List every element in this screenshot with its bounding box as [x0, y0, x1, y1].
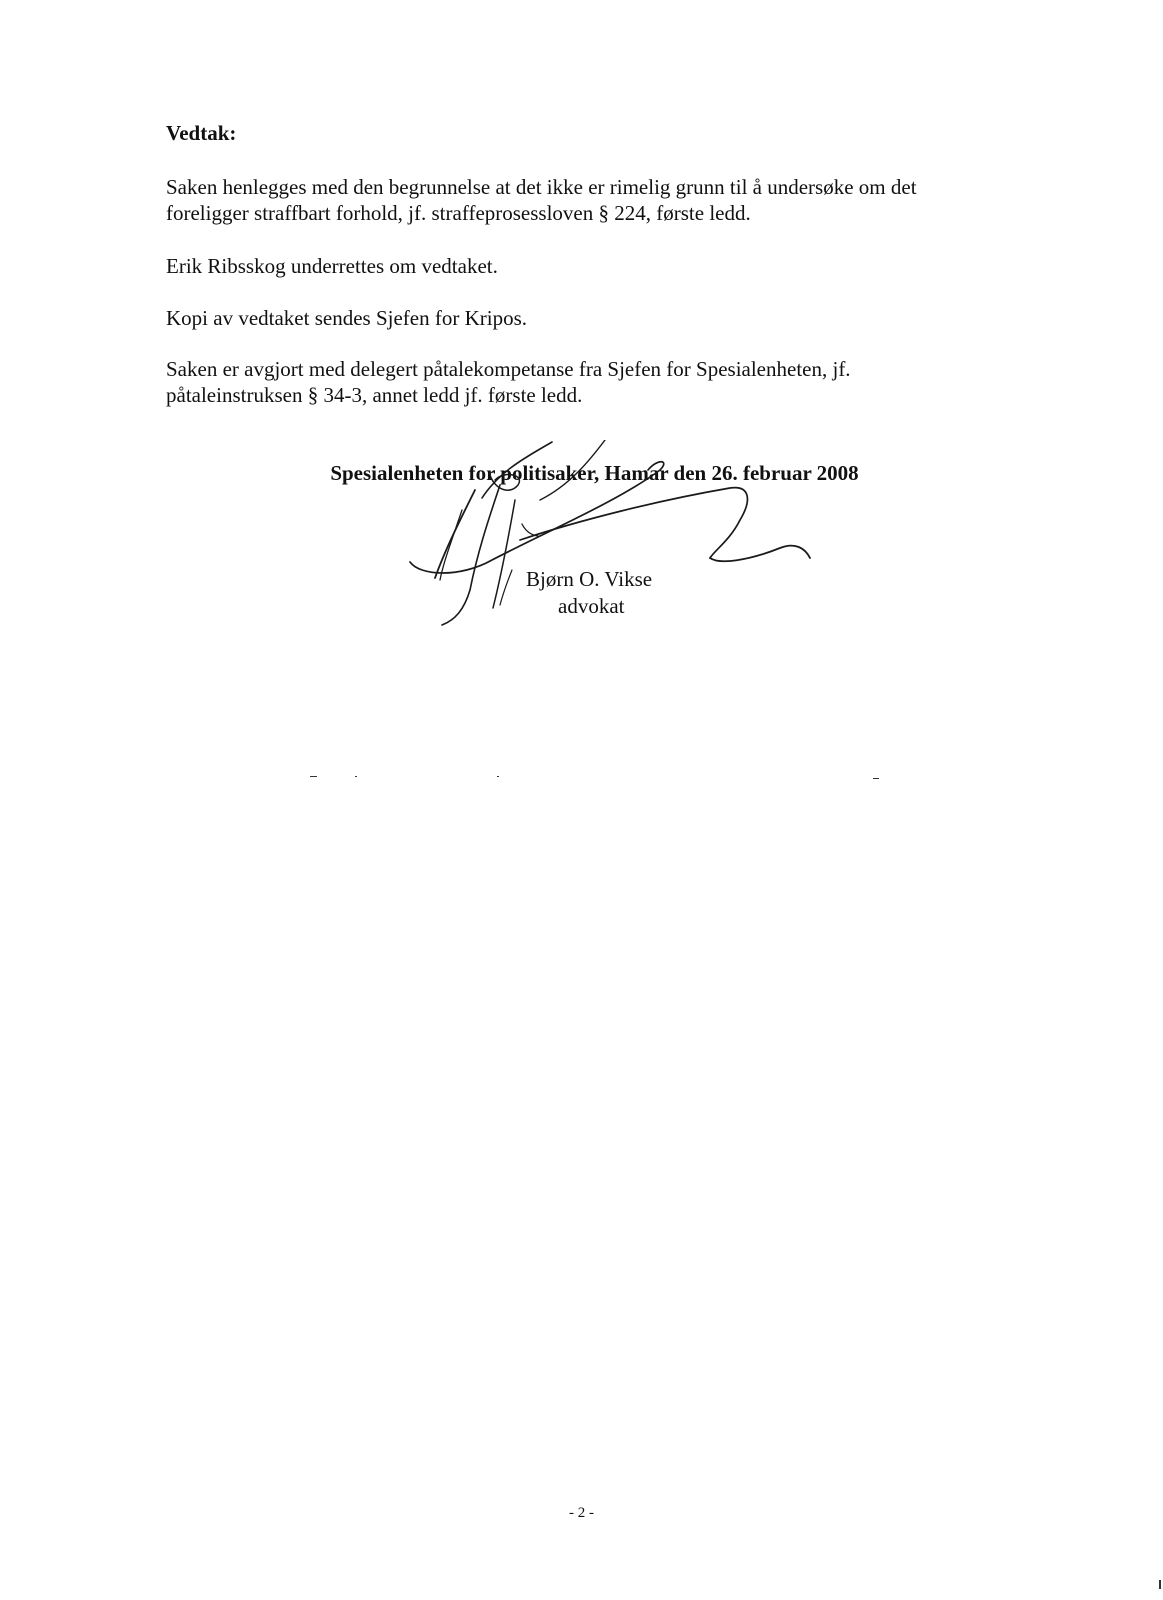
decision-paragraph-copy [166, 305, 1006, 331]
decision-heading: Vedtak: [166, 121, 237, 145]
scan-speck [873, 778, 879, 779]
text-line: Saken er avgjort med delegert påtalekompetanse fra Sjefen for Spesialenheten, jf. [166, 357, 851, 381]
text-line: Kopi av vedtaket sendes Sjefen for Kripos. [166, 306, 527, 330]
page-number: - 2 - [569, 1505, 594, 1521]
text-line: foreligger straffbart forhold, jf. straffeprosessloven § 224, første ledd. [166, 201, 751, 225]
text-line: påtaleinstruksen § 34-3, annet ledd jf. første ledd. [166, 383, 583, 407]
signer-name: Bjørn O. Vikse [526, 567, 653, 591]
decision-paragraph-authority [166, 356, 1006, 408]
text-line: Erik Ribsskog underrettes om vedtaket. [166, 254, 498, 278]
signer-title: advokat [558, 594, 625, 618]
scan-speck [310, 776, 317, 777]
place-and-date: Spesialenheten for politisaker, Hamar den 26. februar 2008 [330, 461, 859, 485]
handwritten-signature [400, 440, 830, 640]
scan-edge-mark [1159, 1580, 1161, 1589]
text-line: Saken henlegges med den begrunnelse at det ikke er rimelig grunn til å undersøke om det [166, 175, 917, 199]
decision-paragraph-dismissal [166, 174, 1006, 226]
decision-paragraph-notification [166, 253, 1006, 279]
scan-speck [497, 776, 499, 777]
scan-speck [355, 776, 357, 777]
